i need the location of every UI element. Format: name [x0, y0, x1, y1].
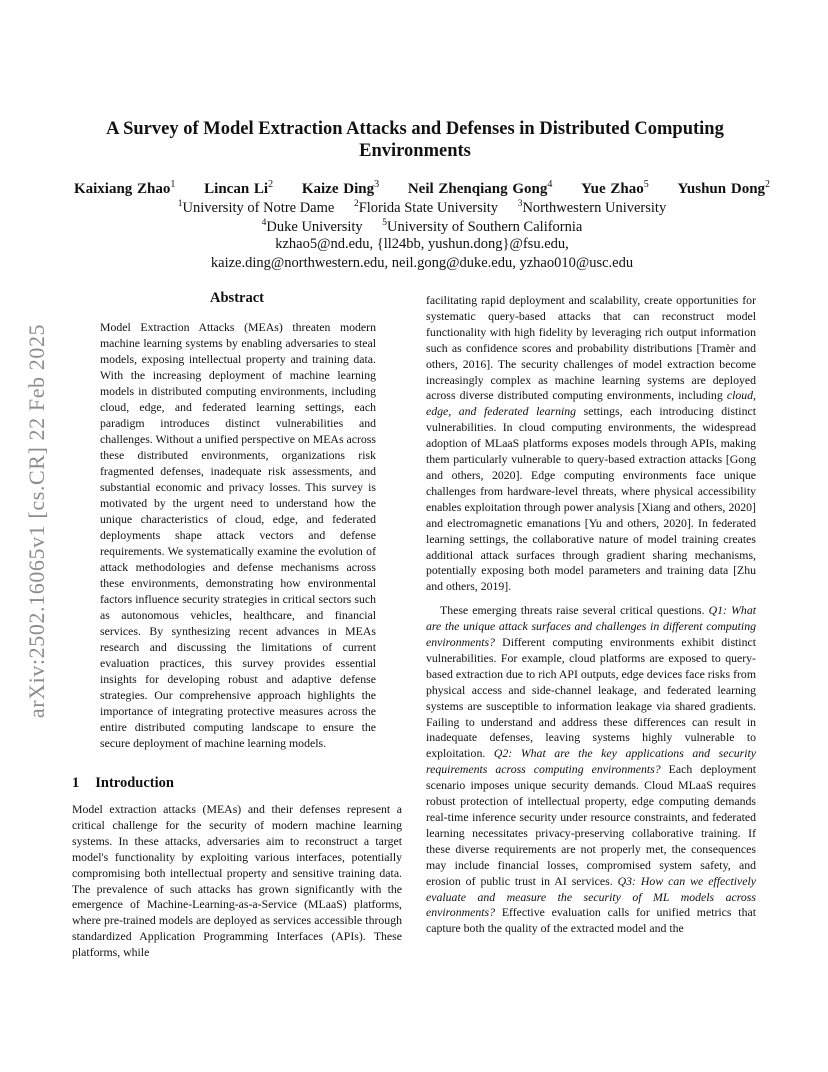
author: Neil Zhenqiang Gong$^4$	[407, 179, 553, 197]
intro-paragraph-2: These emerging threats raise several critical questions. Q1: What are the unique attack surfaces and challenges in different computing environments? Different computing environments exhibit distinct vulnerabilities. For example, cloud platforms are exposed to query-based extraction due to rich API outputs, edge devices face risks from physical access and side-channel leakage, and federated learning systems are susceptible to information leakage via shared gradients. Failing to understand and address these differences can result in inadequate defenses, leaving systems highly vulnerable to exploitation. Q2: What are the key applications and security requirements across computing environments? Each deployment scenario imposes unique security demands. Cloud MLaaS requires robust protection of intellectual property, edge computing demands real-time inference security under resource constraints, and federated learning necessitates privacy-preserving collaborative training. If these diverse requirements are not properly met, the consequences may include financial losses, compromised system safety, and erosion of public trust in AI services. Q3: How can we effectively evaluate and measure the security of ML models across environments? Effective evaluation calls for unified metrics that capture both the quality of the extracted model and the	[426, 603, 756, 936]
author: Kaixiang Zhao$^1$	[73, 179, 176, 197]
affiliation: $^2$Florida State University	[353, 199, 499, 216]
email-line: kzhao5@nd.edu, {ll24bb, yushun.dong}@fsu.edu,	[275, 236, 569, 252]
author: Yushun Dong$^2$	[677, 179, 771, 197]
question-3: Q3: How can we effectively evaluate and measure the security of ML models across environments?	[426, 873, 756, 920]
right-column	[426, 293, 756, 937]
arxiv-sidebar-stamp	[24, 286, 50, 756]
section-title: Introduction	[95, 775, 174, 791]
question-1: Q1: What are the unique attack surfaces and challenges in different computing environments?	[426, 603, 756, 650]
author: Yue Zhao$^5$	[581, 179, 649, 197]
intro-paragraph-1: Model extraction attacks (MEAs) and their defenses represent a critical challenge for the security of modern machine learning systems. In these attacks, adversaries aim to reconstruct a target model's functionality by exploiting various interfaces, potentially compromising both intellectual property and sensitive training data. The prevalence of such attacks has grown significantly with the emergence of Machine-Learning-as-a-Service (MLaaS) platforms, where pre-trained models are deployed as services accessible through standardized Application Programming Interfaces (APIs). These platforms, while	[72, 802, 402, 960]
affiliation: $^5$University of Southern California	[382, 218, 583, 235]
question-2: Q2: What are the key applications and security requirements across computing environments?	[426, 746, 756, 777]
left-column	[72, 290, 402, 961]
affiliation: $^1$University of Notre Dame	[177, 199, 335, 216]
email-line: kaize.ding@northwestern.edu, neil.gong@duke.edu, yzhao010@usc.edu	[210, 255, 634, 271]
intro-paragraph-1-continued: facilitating rapid deployment and scalability, create opportunities for systematic query-based attacks that can reconstruct model functionality with high fidelity by leveraging rich output information such as confidence scores and probability distributions [Tramèr and others, 2016]. The security challenges of model extraction become increasingly complex as machine learning systems are deployed across diverse distributed computing environments, including cloud, edge, and federated learning settings, each introducing distinct vulnerabilities. In cloud computing environments, the widespread adoption of MLaaS platforms exposes models through APIs, making them particularly vulnerable to query-based extraction attacks [Gong and others, 2020]. Edge computing environments face unique challenges from hardware-level threats, where physical accessibility enables exploitation through power analysis [Xiang and others, 2020] and electromagnetic emanations [Yu and others, 2020]. In federated learning settings, the collaborative nature of model training creates additional attack surfaces through gradient sharing mechanisms, potentially exposing both model parameters and training data [Zhu and others, 2019].	[426, 293, 756, 594]
paper-title: A Survey of Model Extraction Attacks and Defenses in Distributed Computing Environments	[106, 119, 724, 161]
author-emails	[60, 235, 784, 273]
arxiv-id: arXiv:2502.16065v1 [cs.CR] 22 Feb 2025	[24, 323, 49, 719]
author: Kaize Ding$^3$	[301, 179, 380, 197]
affiliation: $^3$Northwestern University	[517, 199, 667, 216]
affiliations-line-2	[60, 214, 784, 237]
author: Lincan Li$^2$	[204, 179, 274, 197]
abstract-text: Model Extraction Attacks (MEAs) threaten modern machine learning systems by enabling adversaries to steal models, exposing intellectual property and training data. With the increasing deployment of machine learning models in distributed computing environments, including cloud, edge, and federated learning settings, each paradigm introduces distinct vulnerabilities and challenges. Without a unified perspective on MEAs across these distributed environments, organizations risk fragmented defenses, inadequate risk assessments, and substantial economic and privacy losses. This survey is motivated by the urgent need to understand how the unique characteristics of cloud, edge, and federated deployments shape attack vectors and defense requirements. We systematically examine the evolution of attack methodologies and defense mechanisms across these environments, demonstrating how environmental factors influence security strategies in critical sectors such as autonomous vehicles, healthcare, and financial services. By synthesizing recent advances in MEAs research and discussing the limitations of current evaluation practices, this survey provides essential insights for developing robust and adaptive defense strategies. Our comprehensive approach highlights the importance of integrating protective measures across the entire distributed computing landscape to ensure the secure deployment of machine learning models.	[100, 320, 376, 750]
section-number: 1	[72, 775, 80, 791]
section-heading-introduction	[72, 775, 402, 792]
abstract-heading: Abstract	[210, 290, 264, 306]
affiliation: $^4$Duke University	[261, 218, 363, 235]
